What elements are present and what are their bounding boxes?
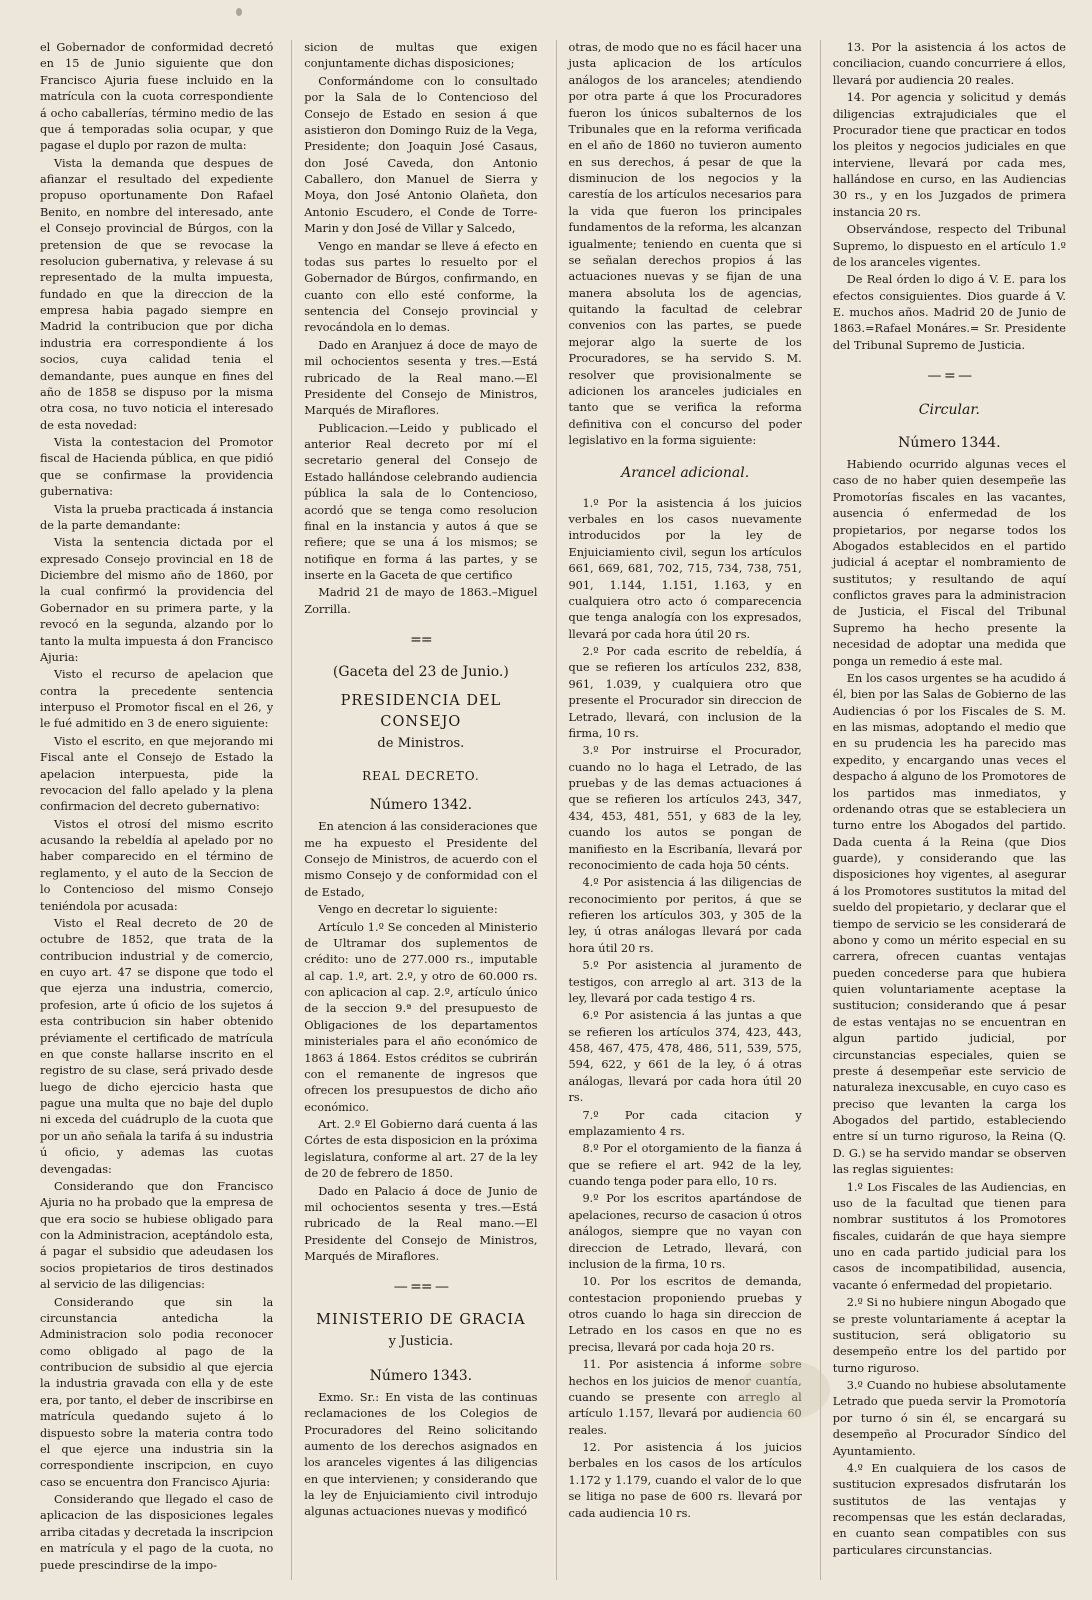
- decree-number: Número 1342.: [369, 796, 473, 813]
- rule-item: 1.º Los Fiscales de las Audiencias, en uso de la facultad que tienen para nombrar sustitutos á los Promotores fiscales, cuidarán de que haya siempre uno en cada partido judicial para los casos de incompatibilidad, ausencia, vacante ó enfermedad del propietario.: [832, 1180, 1066, 1292]
- arancel-item: 14. Por agencia y solicitud y demás diligencias extrajudiciales que el Procurador tiene que practicar en todos los pleitos y negocios judiciales en que interviene, llevará por cada mes, hallándose en curso, en las Audiencias 30 rs., y en los Juzgados de primera instancia 20 rs.: [832, 91, 1066, 219]
- paragraph: Vistos el otrosí del mismo escrito acusando la rebeldía al apelado por no haber comparecido en el término de reglamento, y el auto de la Seccion de lo Contencioso del mismo Consejo teniéndola por acusada:: [40, 817, 274, 913]
- paragraph: En los casos urgentes se ha acudido á él, bien por las Salas de Gobierno de las Audiencias ó por los Fiscales de S. M. en las mismas, adoptando el medio que en su prudencia les ha parecido mas expedito, y encargando unas veces el despacho á alguno de los Promotores de los partidos mas inmediatos, y ordenando otras que se estableciera un turno entre los Abogados del partido. Dada cuenta á la Reina (que Dios guarde), y considerando que las disposiciones hoy vigentes, al asegurar á los Promotores sustitutos la mitad del sueldo del propietario, y declarar que el tiempo de servicio se les considerará de abono y como un mérito especial en su carrera, ofrecen cuantas ventajas pueden concederse para que hubiera quien voluntariamente aceptase la sustitucion; considerando que á pesar de estas ventajas no se encuentran en algun partido judicial, por circunstancias especiales, quien se preste á desempeñar este servicio de naturaleza inexcusable, en cuyo caso es preciso que levanten la carga los Abogados del partido, estableciendo entre sí un turno riguroso, la Reina (Q. D. G.) se ha servido mandar se observen las reglas siguientes:: [832, 671, 1066, 1177]
- paragraph: Publicacion.—Leido y publicado el anterior Real decreto por mí el secretario general del Consejo de Estado hallándose celebrando audiencia pública la sala de lo Contencioso, acordó que se tenga como resolucion final en la instancia y autos á que se refiere; que se una á los mismos; se notifique en forma á las partes, y se inserte en la Gaceta de que certifico: [304, 421, 538, 582]
- paragraph: Considerando que sin la circunstancia antedicha la Administracion solo podia reconocer como obligado al pago de la contribucion de subsidio al que ejercia la industria gravada con ella y de este era, por tanto, el deber de inscribirse en matrícula quedando sujeto á lo dispuesto sobre la materia contra todo el que ejerce una industria sin la correspondiente inscripcion, en cuyo caso se encuentra don Francisco Ajuria:: [40, 1295, 274, 1489]
- paragraph: Vista la contestacion del Promotor fiscal de Hacienda pública, en que pidió que se confirmase la providencia gubernativa:: [40, 436, 274, 499]
- paragraph: otras, de modo que no es fácil hacer una justa aplicacion de los artículos análogos de los aranceles; atendiendo por otra parte á que los Procuradores fueron los únicos subalternos de los Tribunales que en la reforma verificada en el año de 1860 no tuvieron aumento en sus derechos, á pesar de que la disminucion de los negocios y la carestía de los artículos necesarios para la vida que fueron los principales fundamentos de la reforma, les alcanzan igualmente; teniendo en cuenta que si se señalan derechos propios á las actuaciones nuevas y se fijan de una manera absoluta los de agencias, quitando la facultad de celebrar convenios con las partes, se puede mejorar algo la suerte de los Procuradores, se ha servido S. M. resolver que provisionalmente se adicionen los aranceles judiciales en tanto que se verifica la reforma definitiva con el concurso del poder legislativo en la forma siguiente:: [568, 41, 802, 447]
- separator: ==: [410, 632, 432, 649]
- rule-item: 3.º Cuando no hubiese absolutamente Letrado que pueda servir la Promotoría por turno ó sin él, se encargará su desempeño al Procurador Síndico del Ayuntamiento.: [832, 1379, 1066, 1458]
- section-heading: PRESIDENCIA DEL CONSEJO: [340, 692, 502, 730]
- paragraph: Visto el escrito, en que mejorando mi Fiscal ante el Consejo de Estado la apelacion interpuesta, pide la revocacion del fallo apelado y la plena confirmacion del decreto gubernativo:: [40, 734, 274, 814]
- decree-number: Número 1343.: [369, 1367, 473, 1384]
- column-4: [820, 40, 1066, 1580]
- paragraph: Artículo 1.º Se conceden al Ministerio de Ultramar dos suplementos de crédito: uno de 277.000 rs., imputable al cap. 1.º, art. 2.º, y otro de 60.000 rs. con aplicacion al cap. 2.º, artículo único de la seccion 9.ª del presupuesto de Obligaciones de los departamentos ministeriales para el año económico de 1863 á 1864. Estos créditos se cubrirán con el remanente de ingresos que ofrecen los presupuestos de dicho año económico.: [304, 920, 538, 1114]
- ink-dot: [236, 8, 242, 16]
- column-3: [556, 40, 802, 1580]
- paragraph: Vengo en mandar se lleve á efecto en todas sus partes lo resuelto por el Gobernador de Búrgos, confirmando, en cuanto con ello esté conforme, la sentencia del Consejo provincial y revocándola en lo demas.: [304, 239, 538, 335]
- paragraph: Madrid 21 de mayo de 1863.–Miguel Zorrilla.: [304, 586, 538, 616]
- arancel-item: 10. Por los escritos de demanda, contestacion proponiendo pruebas y otros cuando lo haga sin direccion de Letrado en los casos en que no es precisa, llevará por cada hoja 20 rs.: [568, 1275, 802, 1354]
- separator: — = —: [927, 368, 972, 385]
- arancel-item: 4.º Por asistencia á las diligencias de reconocimiento por peritos, á que se refieren los artículos 303, y 305 de la ley, ú otras análogas llevará por cada hora útil 20 rs.: [568, 876, 802, 955]
- arancel-item: 6.º Por asistencia á las juntas a que se refieren los artículos 374, 423, 443, 458, 467, 475, 478, 486, 511, 539, 575, 594, 622, y 661 de la ley, ó á otras análogas, llevará por cada hora útil 20 rs.: [568, 1009, 802, 1105]
- arancel-item: 8.º Por el otorgamiento de la fianza á que se refiere el art. 942 de la ley, cuando tenga poder para ello, 10 rs.: [568, 1142, 802, 1189]
- column-2: [291, 40, 537, 1580]
- paragraph: Conformándome con lo consultado por la Sala de lo Contencioso del Consejo de Estado en sesion á que asistieron don Domingo Ruiz de la Vega, Presidente; don Joaquin José Casaus, don José Caveda, don Antonio Caballero, don Manuel de Sierra y Moya, don José Antonio Olañeta, don Antonio Escudero, el Conde de Torre-Marin y don José de Villar y Salcedo,: [304, 74, 538, 236]
- decree-heading: REAL DECRETO.: [362, 768, 480, 783]
- paragraph: En atencion á las consideraciones que me ha expuesto el Presidente del Consejo de Ministros, de acuerdo con el mismo Consejo y de conformidad con el de Estado,: [304, 820, 538, 899]
- text-columns: [40, 40, 1066, 1580]
- paragraph: Visto el recurso de apelacion que contra la precedente sentencia interpuso el Promotor fiscal en el 26, y le fué admitido en 3 de enero siguiente:: [40, 668, 274, 731]
- arancel-item: 7.º Por cada citacion y emplazamiento 4 rs.: [568, 1108, 802, 1138]
- paragraph: Vista la prueba practicada á instancia de la parte demandante:: [40, 502, 274, 532]
- arancel-item: 2.º Por cada escrito de rebeldía, á que se refieren los artículos 232, 838, 961, 1.039, y cualquiera otro que presente el Procurador sin direccion de Letrado, llevará, con inclusion de la firma, 10 rs.: [568, 645, 802, 740]
- paragraph: Considerando que llegado el caso de aplicacion de las disposiciones legales arriba citadas y decretada la inscripcion en matrícula y el pago de la cuota, no puede prescindirse de la impo-: [40, 1493, 274, 1572]
- circular-heading: Circular.: [918, 402, 980, 419]
- rule-item: 4.º En cualquiera de los casos de sustitucion expresados disfrutarán los sustitutos de las ventajas y recompensas que les están declaradas, en cuanto sean compatibles con sus particulares circunstancias.: [832, 1461, 1066, 1557]
- paragraph: Considerando que don Francisco Ajuria no ha probado que la empresa de que era socio se hubiese obligado para con la Administracion, aceptándolo esta, á pagar el subsidio que adeudasen los socios propietarios de tiros destinados al servicio de las diligencias:: [40, 1179, 274, 1292]
- paragraph: De Real órden lo digo á V. E. para los efectos consiguientes. Dios guarde á V. E. muchos años. Madrid 20 de Junio de 1863.=Rafael Monáres.= Sr. Presidente del Tribunal Supremo de Justicia.: [832, 273, 1066, 352]
- arancel-item: 1.º Por la asistencia á los juicios verbales en los casos nuevamente introducidos por la ley de Enjuiciamiento civil, segun los artículos 661, 669, 681, 702, 715, 734, 738, 751, 901, 1.144, 1.151, 1.163, y en cualquiera otro acto ó comparecencia que tenga analogía con los expresados, llevará por cada hora útil 20 rs.: [568, 496, 802, 641]
- separator: — == —: [393, 1279, 449, 1296]
- paragraph: Art. 2.º El Gobierno dará cuenta á las Córtes de esta disposicion en la próxima legislatura, conforme al art. 27 de la ley de 20 de febrero de 1850.: [304, 1118, 538, 1181]
- paragraph: Observándose, respecto del Tribunal Supremo, lo dispuesto en el artículo 1.º de los aranceles vigentes.: [832, 223, 1066, 269]
- paragraph: sicion de multas que exigen conjuntamente dichas disposiciones;: [304, 41, 538, 71]
- arancel-heading: Arancel adicional.: [621, 465, 750, 482]
- section-subheading: y Justicia.: [388, 1333, 454, 1349]
- paragraph: Dado en Palacio á doce de Junio de mil ochocientos sesenta y tres.—Está rubricado de la Real mano.—El Presidente del Consejo de Ministros, Marqués de Miraflores.: [304, 1184, 538, 1264]
- paragraph: el Gobernador de conformidad decretó en 15 de Junio siguiente que don Francisco Ajuria fuese incluido en la matrícula con la cuota correspondiente á ocho caballerías, término medio de las que á temporadas solia ocupar, y que pagase el duplo por razon de multa:: [40, 41, 274, 153]
- section-heading: MINISTERIO DE GRACIA: [316, 1311, 526, 1328]
- paragraph: Visto el Real decreto de 20 de octubre de 1852, que trata de la contribucion industrial y de comercio, en cuyo art. 47 se dispone que todo el que ejerza una industria, comercio, profesion, arte ú oficio de los sujetos á esta contribucion sin haber obtenido préviamente el certificado de matrícula en que conste hallarse inscrito en el registro de su clase, será privado desde luego de dicho ejercicio hasta que pague una multa que no baje del duplo ni exceda del cuádruplo de la cuota que por un año señala la tarifa á su industria ú oficio, y ademas las cuotas devengadas:: [40, 916, 274, 1176]
- paragraph: Exmo. Sr.: En vista de las continuas reclamaciones de los Colegios de Procuradores del Reino solicitando aumento de los derechos asignados en los aranceles vigentes á las diligencias en que intervienen; y considerando que la ley de Enjuiciamiento civil introdujo algunas actuaciones nuevas y modificó: [304, 1390, 538, 1519]
- arancel-item: 3.º Por instruirse el Procurador, cuando no lo haga el Letrado, de las pruebas y de las demas actuaciones á que se refieren los artículos 243, 347, 434, 453, 481, 551, y 683 de la ley, cuando los autos se pongan de manifiesto en la Escribanía, llevará por reconocimiento de cada hoja 50 cénts.: [568, 744, 802, 872]
- section-subheading: de Ministros.: [377, 735, 465, 751]
- arancel-item: 12. Por asistencia á los juicios berbales en los casos de los artículos 1.172 y 1.179, cuando el valor de lo que se litiga no pase de 600 rs. llevará por cada audiencia 10 rs.: [568, 1441, 802, 1520]
- paragraph: Vista la sentencia dictada por el expresado Consejo provincial en 18 de Diciembre del mismo año de 1860, por la cual confirmó la providencia del Gobernador en su primera parte, y la revocó en la segunda, alzando por lo tanto la multa impuesta á don Francisco Ajuria:: [40, 536, 274, 664]
- paragraph: Vista la demanda que despues de afianzar el resultado del expediente propuso oportunamente Don Rafael Benito, en nombre del interesado, ante el Consejo provincial de Búrgos, con la pretension de que se revocase la resolucion gubernativa, y relevase á su representado de la multa impuesta, fundado en que la direccion de la empresa habia pagado siempre en Madrid la contribucion que por dicha industria era correspondiente á los socios, cuya calidad tenia el demandante, pues aunque en fines del año de 1858 se dispuso por la misma otra cosa, no tuvo noticia el interesado de esta novedad:: [40, 156, 274, 432]
- paragraph: Dado en Aranjuez á doce de mayo de mil ochocientos sesenta y tres.—Está rubricado de la Real mano.—El Presidente del Consejo de Ministros, Marqués de Miraflores.: [304, 338, 538, 418]
- gaceta-date-heading: (Gaceta del 23 de Junio.): [332, 664, 509, 681]
- paragraph: Vengo en decretar lo siguiente:: [318, 903, 498, 917]
- paragraph: Habiendo ocurrido algunas veces el caso de no haber quien desempeñe las Promotorías fiscales en las vacantes, ausencia ó enfermedad de los propietarios, por negarse todos los Abogados establecidos en el partido judicial á aceptar el nombramiento de sustitutos; y resultando de aquí conflictos graves para la administracion de Justicia, el Fiscal del Tribunal Supremo ha hecho presente la necesidad de adoptar una medida que ponga un remedio á este mal.: [832, 458, 1066, 668]
- rule-item: 2.º Si no hubiere ningun Abogado que se preste voluntariamente á aceptar la sustitucion, será obligatorio su desempeño entre los del partido por turno riguroso.: [832, 1296, 1066, 1375]
- arancel-item: 13. Por la asistencia á los actos de conciliacion, cuando concurriere á ellos, llevará por audiencia 20 reales.: [832, 41, 1066, 87]
- column-1: [40, 40, 273, 1580]
- decree-number: Número 1344.: [898, 434, 1001, 451]
- arancel-item: 5.º Por asistencia al juramento de testigos, con arreglo al art. 313 de la ley, llevará por cada testigo 4 rs.: [568, 959, 802, 1005]
- paper-stain: [740, 1360, 830, 1420]
- arancel-item: 11. Por asistencia á informe sobre hechos en los juicios de menor cuantía, cuando se presente con arreglo al artículo 1.157, llevará por audiencia 60 reales.: [568, 1358, 802, 1437]
- arancel-item: 9.º Por los escritos apartándose de apelaciones, recurso de casacion ú otros análogos, siempre que no vayan con direccion de Letrado, llevará, con inclusion de la firma, 10 rs.: [568, 1192, 802, 1271]
